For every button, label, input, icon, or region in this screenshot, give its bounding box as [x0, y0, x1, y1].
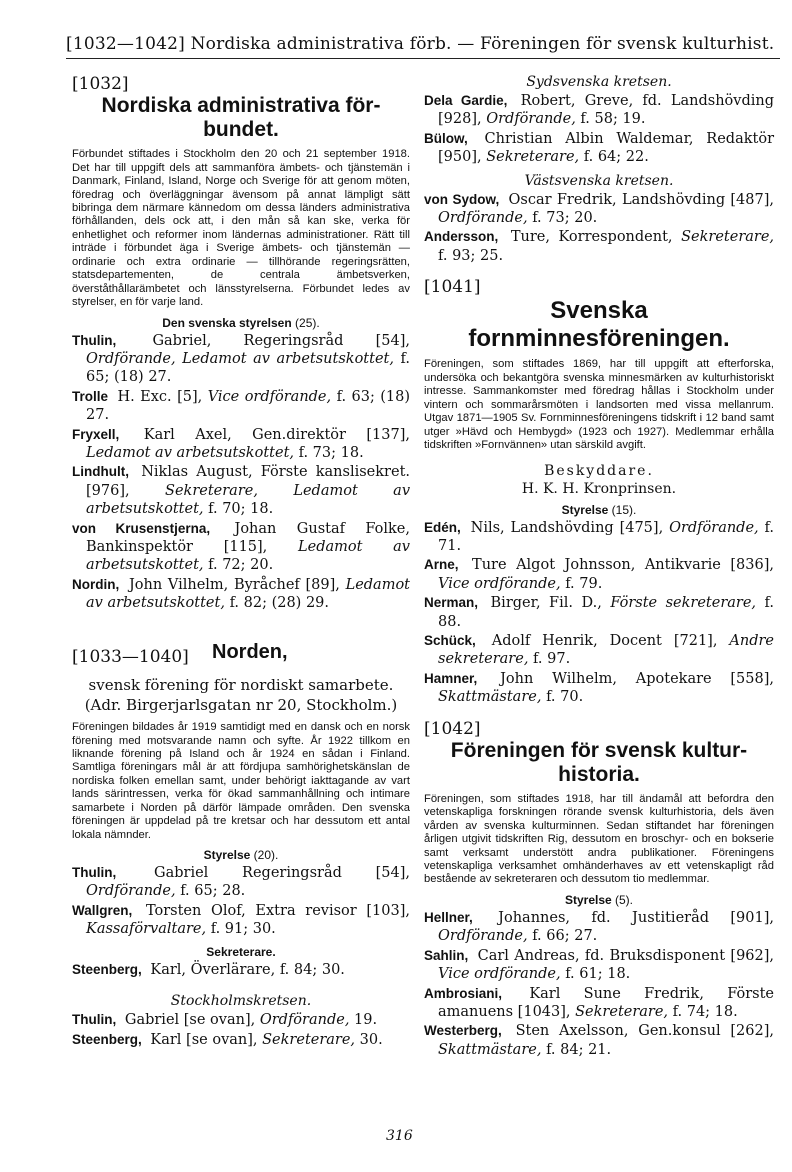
member-role: Ordförande,	[438, 928, 528, 945]
member-details: Niklas August, Förste kanslisekret. [976],	[86, 464, 410, 499]
section-title: Norden,	[212, 640, 288, 663]
member-years: f. 63; (18) 27.	[86, 388, 411, 424]
member-details: John Vilhelm, Byråchef [89],	[128, 576, 340, 593]
protector-name: H. K. H. Kronprinsen.	[521, 480, 677, 497]
member-years: f. 66; 27.	[532, 928, 598, 945]
member-role: Ordförande,	[486, 111, 576, 128]
member-years: 30.	[359, 1031, 383, 1048]
board-heading	[72, 316, 410, 330]
member-years: f. 91; 30.	[210, 921, 276, 938]
member-details: Karl Sune Fredrik, Förste amanuens [1043],	[438, 985, 775, 1020]
board-heading	[72, 848, 410, 862]
section-subtitle: svensk förening för nordiskt samarbete.	[88, 675, 394, 694]
member-role: Kassaförvaltare,	[86, 921, 207, 938]
member-years: f. 72; 20.	[208, 557, 274, 574]
member-role: Sekreterare,	[486, 149, 580, 166]
section-number: [1032]	[72, 74, 129, 94]
member-name: Lindhult,	[72, 464, 129, 480]
board-heading-label: Styrelse	[203, 848, 251, 863]
member-entry	[72, 902, 410, 939]
member-details: Gabriel Regeringsråd [54],	[154, 865, 410, 882]
member-name: Thulin,	[72, 1012, 117, 1028]
member-name: Bülow,	[424, 130, 468, 146]
member-details: Nils, Landshövding [475],	[470, 519, 664, 536]
member-list	[424, 92, 774, 167]
member-years: f. 97.	[533, 651, 571, 668]
member-entry	[424, 670, 774, 707]
member-name: Ambrosiani,	[424, 985, 503, 1001]
board-count: (15).	[611, 502, 637, 517]
member-years: f. 84; 21.	[546, 1041, 612, 1058]
title-line: historia.	[558, 762, 640, 786]
member-role: Ordförande,	[259, 1012, 350, 1029]
member-name: Westerberg,	[424, 1023, 502, 1039]
member-entry	[424, 92, 774, 129]
board-heading	[424, 503, 774, 517]
member-entry	[424, 632, 774, 669]
member-years: f. 61; 18.	[565, 966, 631, 983]
member-details: Christian Albin Waldemar, Redaktör [950],	[438, 130, 775, 166]
member-name: Dela Gardie,	[424, 93, 508, 108]
member-details: Robert, Greve, fd. Landshövding [928],	[438, 93, 774, 128]
secretary-heading: Sekreterare.	[206, 944, 276, 959]
district-heading: Stockholmskretsen.	[170, 993, 312, 1010]
board-heading-label: Styrelse	[561, 502, 609, 517]
member-list	[72, 864, 410, 939]
member-entry	[424, 985, 774, 1022]
member-entry	[72, 332, 410, 387]
member-entry	[424, 228, 774, 265]
member-role: Ordförande,	[86, 883, 176, 900]
section-title	[424, 739, 774, 787]
member-details: Karl, Överlärare, f. 84; 30.	[150, 961, 345, 978]
district-heading: Sydsvenska kretsen.	[526, 74, 672, 90]
member-entry	[424, 130, 774, 167]
member-name: Andersson,	[424, 229, 499, 245]
member-name: Thulin,	[72, 865, 117, 881]
member-entry	[72, 576, 410, 613]
member-role: Ordförande, Ledamot av arbetsutskottet,	[86, 350, 394, 367]
member-entry	[72, 520, 410, 575]
section-title	[72, 94, 410, 142]
member-role: Ordförande,	[438, 210, 528, 227]
board-heading	[424, 893, 774, 907]
section-description: Föreningen bildades år 1919 samtidigt med en dansk och en norsk förening med motsvarande namn och syfte. År 1922 tillkom en liknande förening på Island och år 1924 en sådan i Finland. Samtliga föreningars mål är att fördjupa samhörighetskänslan de nordiska folken emellan samt, under behörigt iakttagande av vart lands särintressen, verka för ökad sammanhållning och intimare samarbete i Norden på därför lämpade områden. Den svenska föreningen är uppdelad på tre kretsar och har dessutom ett antal lokala nämnder.	[72, 721, 410, 841]
member-role: Vice ordförande,	[207, 388, 332, 405]
section-description: Föreningen, som stiftades 1918, har till ändamål att befordra den vetenskapliga forskningen rörande svensk kulturhistoria, dels även vården av svenska kulturminnen. Sedan stiftandet har föreningen årligen utgivit tidskriften Rig, dessutom en broschyr- och en bokserie samt verksamt understött andra publikationer. Föreningens vetenskapliga verksamhet omhänderhaves av ett vetenskapligt råd bestående av sekreteraren och dessutom tio medlemmar.	[424, 792, 774, 886]
member-name: Arne,	[424, 557, 459, 573]
member-entry	[424, 909, 774, 946]
running-head: [1032—1042] Nordiska administrativa förb. — Föreningen för svensk kulturhist.	[66, 34, 780, 59]
member-entry	[72, 388, 410, 425]
title-line: Nordiska administrativa för-	[101, 94, 381, 117]
member-entry	[424, 594, 774, 631]
section-number: [1042]	[424, 718, 481, 739]
member-details: H. Exc. [5],	[117, 388, 203, 405]
member-role: Sekreterare,	[681, 229, 775, 246]
member-name: Wallgren,	[72, 902, 133, 918]
norden-header	[72, 635, 410, 675]
section-description: Föreningen, som stiftades 1869, har till uppgift att efterforska, undersöka och bekantgöra svenska minnesmärken av kulturhistoriskt intresse. Sammankomster med föredrag hållas i Stockholm under vintern och sommarårsmöten i landsorten med vissa mellanrum. Utgav 1871—1905 Sv. Fornminnesföreningens tidskrift i 12 band samt utger »Hävd och Hembygd» (1923 och 1927). Medlemmar erhålla tidskriften »Fornvännen» utan särskild avgift.	[424, 358, 774, 452]
member-entry	[424, 556, 774, 593]
member-years: f. 58; 19.	[580, 111, 646, 128]
member-name: von Krusenstjerna,	[72, 520, 211, 536]
member-details: Ture Algot Johnsson, Antikvarie [836],	[472, 557, 774, 574]
member-name: Sahlin,	[424, 947, 469, 963]
member-name: Edén,	[424, 519, 461, 535]
board-count: (5).	[615, 892, 634, 907]
member-role: Ledamot av arbetsutskottet,	[86, 444, 294, 461]
member-list	[424, 519, 774, 707]
member-details: John Wilhelm, Apotekare [558],	[500, 670, 774, 687]
protector-heading: Beskyddare.	[544, 462, 654, 479]
member-entry	[424, 1022, 774, 1059]
member-years: f. 73; 18.	[298, 444, 364, 461]
right-column	[424, 72, 774, 1060]
member-name: Schück,	[424, 632, 476, 648]
member-entry	[72, 426, 410, 463]
member-details: Gabriel, Regeringsråd [54],	[152, 332, 410, 349]
member-years: f. 74; 18.	[672, 1003, 738, 1020]
member-role: Förste sekreterare,	[610, 595, 757, 612]
member-name: Fryxell,	[72, 426, 120, 442]
board-count: (20).	[253, 848, 279, 863]
member-name: Steenberg,	[72, 961, 142, 977]
member-role: Vice ordförande,	[438, 575, 561, 592]
member-entry	[72, 463, 410, 518]
member-years: f. 73; 20.	[532, 210, 598, 227]
member-role: Vice ordförande,	[438, 966, 561, 983]
member-role: Skattmästare,	[438, 689, 542, 706]
member-details: Sten Axelsson, Gen.konsul [262],	[515, 1023, 774, 1040]
member-role: Andre sekreterare,	[438, 632, 774, 668]
member-details: Ture, Korrespondent,	[510, 229, 673, 246]
member-years: f. 70; 18.	[208, 501, 274, 518]
member-details: Torsten Olof, Extra revisor [103],	[145, 902, 410, 919]
member-name: Nordin,	[72, 576, 120, 592]
member-role: Sekreterare,	[575, 1003, 669, 1020]
member-entry	[72, 864, 410, 901]
member-list	[72, 1011, 410, 1049]
member-entry	[72, 1031, 410, 1049]
member-years: f. 65; (18) 27.	[86, 350, 410, 386]
member-name: Trolle	[72, 388, 109, 404]
member-name: Nerman,	[424, 595, 479, 611]
member-entry	[424, 519, 774, 556]
member-role: Ordförande,	[669, 519, 759, 536]
member-name: Hamner,	[424, 670, 478, 686]
board-count: (25).	[295, 315, 320, 330]
member-details: Johannes, fd. Justitieråd [901],	[498, 909, 774, 926]
member-list	[72, 332, 410, 613]
member-name: Steenberg,	[72, 1031, 142, 1047]
member-details: Oscar Fredrik, Landshövding [487],	[508, 191, 774, 208]
member-details: Adolf Henrik, Docent [721],	[491, 632, 718, 649]
member-entry	[72, 961, 410, 979]
member-list	[72, 961, 410, 979]
district-heading: Västsvenska kretsen.	[524, 172, 674, 189]
member-role: Skattmästare,	[438, 1041, 542, 1058]
member-years: f. 88.	[438, 595, 774, 630]
member-entry	[424, 191, 774, 228]
member-role: Sekreterare, Ledamot av arbetsutskottet,	[86, 482, 411, 518]
member-years: f. 93; 25.	[438, 247, 504, 264]
board-heading-label: Den svenska styrelsen	[162, 315, 292, 330]
member-role: Sekreterare,	[262, 1031, 356, 1048]
member-years: f. 79.	[565, 575, 603, 592]
section-address: (Adr. Birgerjarlsgatan nr 20, Stockholm.)	[84, 695, 398, 714]
section-number: [1041]	[424, 277, 481, 298]
member-years: f. 71.	[438, 519, 775, 554]
member-details: Karl [se ovan],	[150, 1031, 258, 1048]
member-years: f. 64; 22.	[583, 149, 649, 166]
title-line: Föreningen för svensk kultur-	[450, 738, 748, 762]
member-name: von Sydow,	[424, 191, 500, 207]
title-line: bundet.	[203, 118, 279, 142]
section-title: Svenska fornminnesföreningen.	[468, 297, 730, 352]
member-entry	[424, 947, 774, 984]
member-role: Ledamot av arbetsutskottet,	[86, 539, 411, 574]
member-years: f. 65; 28.	[180, 883, 246, 900]
member-name: Thulin,	[72, 332, 117, 348]
section-description: Förbundet stiftades i Stockholm den 20 och 21 september 1918. Det har till uppgift dels att sammanföra ämbets- och tjänstemän i Danmark, Finland, Island, Norge och Sverige för att genom möten, föredrag och överläggningar ävensom på annat lämpligt sätt bibringa dem närmare kännedom om dessa länders administrativa förhållanden, dels ock att, i den mån så kan ske, verka för enhetlighet och reformer inom ländernas administrationer. Rätt till inträde i förbundet äga i Sverige ämbets- och tjänstemän — ordinarie och extra ordinarie — tillhörande regeringsrätten, statsdepartementen, de centrala ämbetsverken, överståthållarämbetet och länsstyrelserna. Förbundet ledes av styrelser, en för varje land.	[72, 148, 410, 309]
member-role: Ledamot av arbetsutskottet,	[86, 576, 411, 612]
member-years: f. 70.	[546, 689, 584, 706]
member-years: 19.	[354, 1012, 378, 1029]
board-heading-label: Styrelse	[564, 892, 612, 907]
member-details: Gabriel [se ovan],	[124, 1012, 256, 1029]
section-number: [1033—1040]	[72, 646, 189, 667]
member-details: Johan Gustaf Folke, Bankinspektör [115],	[86, 520, 410, 555]
page-number: 316	[386, 1128, 413, 1144]
member-entry	[72, 1011, 410, 1029]
member-details: Carl Andreas, fd. Bruksdisponent [962],	[477, 947, 775, 964]
member-list	[424, 909, 774, 1059]
left-column	[72, 72, 410, 1050]
member-details: Birger, Fil. D.,	[490, 595, 602, 612]
member-list	[424, 191, 774, 266]
member-name: Hellner,	[424, 909, 473, 925]
member-details: Karl Axel, Gen.direktör [137],	[143, 426, 410, 443]
member-years: f. 82; (28) 29.	[229, 595, 330, 612]
